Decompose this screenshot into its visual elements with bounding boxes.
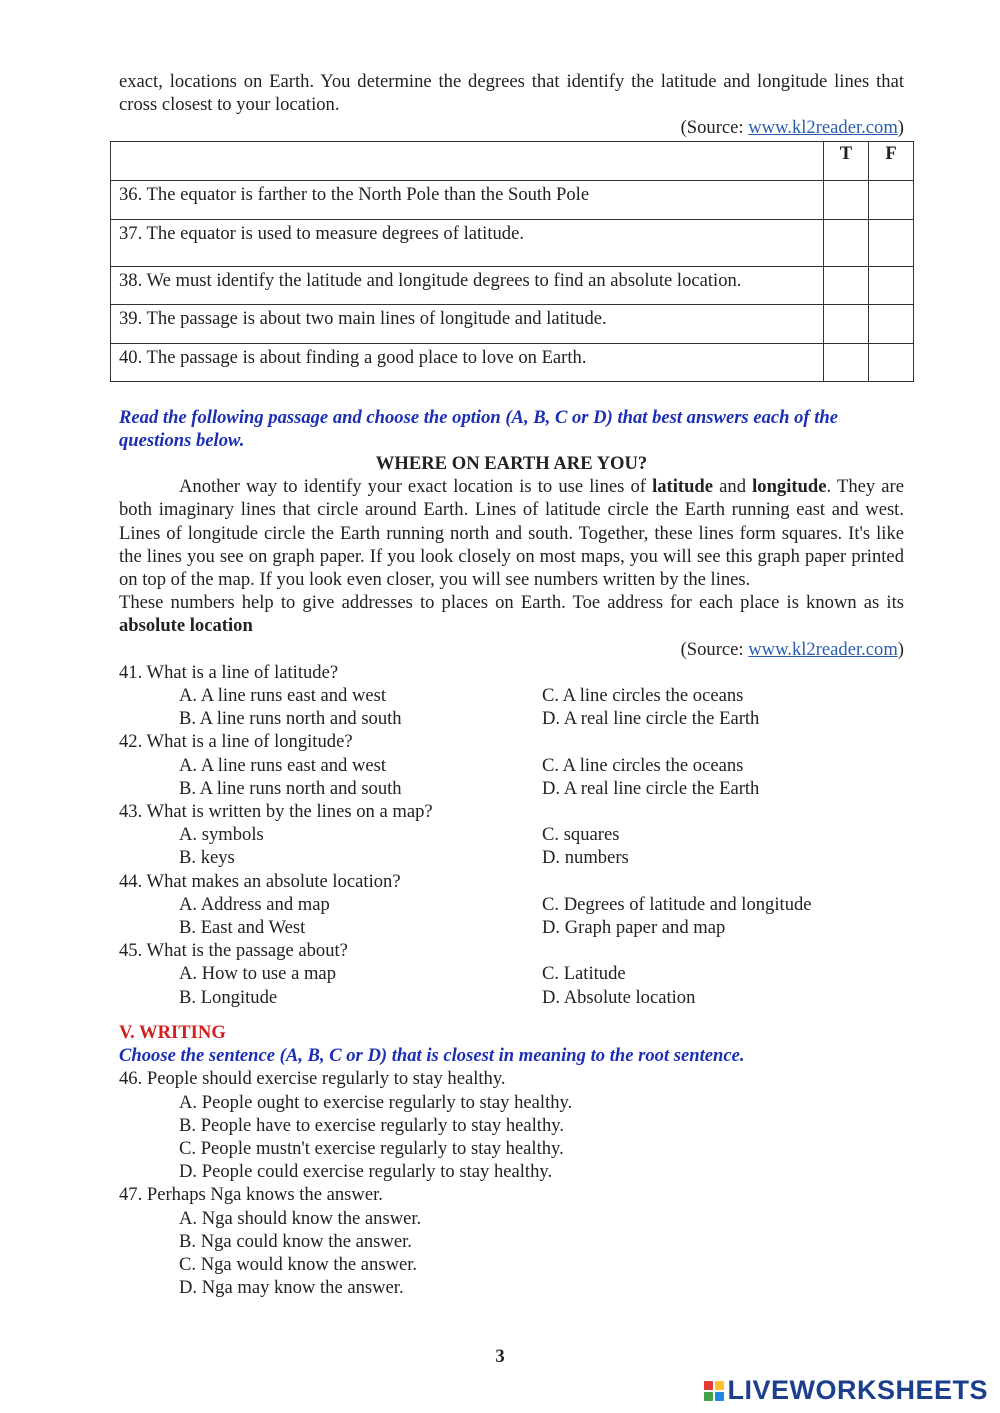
true-answer-cell[interactable] <box>824 304 869 343</box>
watermark-text: LIVEWORKSHEETS <box>727 1375 988 1405</box>
false-answer-cell[interactable] <box>869 180 914 219</box>
option-a[interactable]: A. A line runs east and west <box>179 754 387 776</box>
option-c[interactable]: C. A line circles the oceans <box>542 754 744 776</box>
true-false-table <box>110 141 914 382</box>
option-b[interactable]: B. keys <box>179 847 235 869</box>
question-42 <box>119 730 904 800</box>
statement-cell: 36. The equator is farther to the North Pole than the South Pole <box>111 180 824 219</box>
false-answer-cell[interactable] <box>869 304 914 343</box>
option-c[interactable]: C. Degrees of latitude and longitude <box>542 893 812 915</box>
passage-source: (Source: www.kl2reader.com) <box>680 638 904 660</box>
reading-instruction: Read the following passage and choose the option (A, B, C or D) that best answers each of the questions below. <box>119 406 839 451</box>
option-a[interactable]: A. Address and map <box>179 893 330 915</box>
false-answer-cell[interactable] <box>869 266 914 304</box>
writing-heading: V. WRITING <box>119 1021 226 1043</box>
false-answer-cell[interactable] <box>869 219 914 266</box>
option-a[interactable]: A. Nga should know the answer. <box>179 1207 422 1229</box>
option-d[interactable]: D. A real line circle the Earth <box>542 777 760 799</box>
statement-cell: 37. The equator is used to measure degrees of latitude. <box>111 219 824 266</box>
option-d[interactable]: D. Nga may know the answer. <box>179 1277 404 1299</box>
option-d[interactable]: D. numbers <box>542 847 629 869</box>
question-text: 43. What is written by the lines on a map? <box>119 801 433 823</box>
option-c[interactable]: C. People mustn't exercise regularly to stay healthy. <box>179 1137 564 1159</box>
question-46 <box>119 1067 904 1183</box>
intro-text: exact, locations on Earth. You determine the degrees that identify the latitude and longitude lines that cross closest to your location. <box>119 71 904 116</box>
true-answer-cell[interactable] <box>824 219 869 266</box>
passage-paragraph-2: These numbers help to give addresses to places on Earth. Toe address for each place is known as its absolute location <box>119 592 904 637</box>
logo-square-green <box>704 1392 713 1401</box>
false-header: F <box>869 141 914 180</box>
true-header: T <box>824 141 869 180</box>
intro-source-link[interactable]: www.kl2reader.com <box>748 117 898 139</box>
option-c[interactable]: C. Nga would know the answer. <box>179 1253 418 1275</box>
option-d[interactable]: D. People could exercise regularly to stay healthy. <box>179 1161 553 1183</box>
liveworksheets-logo-icon <box>704 1381 724 1401</box>
true-answer-cell[interactable] <box>824 180 869 219</box>
true-answer-cell[interactable] <box>824 266 869 304</box>
writing-instruction: Choose the sentence (A, B, C or D) that is closest in meaning to the root sentence. <box>119 1045 745 1067</box>
option-a[interactable]: A. How to use a map <box>179 963 336 985</box>
option-a[interactable]: A. A line runs east and west <box>179 685 387 707</box>
option-b[interactable]: B. People have to exercise regularly to stay healthy. <box>179 1114 565 1136</box>
option-c[interactable]: C. squares <box>542 824 620 846</box>
question-text: 46. People should exercise regularly to stay healthy. <box>119 1068 506 1090</box>
table-row <box>111 304 914 343</box>
intro-source: (Source: www.kl2reader.com) <box>680 117 904 139</box>
option-d[interactable]: D. A real line circle the Earth <box>542 708 760 730</box>
question-44 <box>119 870 904 940</box>
logo-square-blue <box>715 1392 724 1401</box>
question-text: 42. What is a line of longitude? <box>119 731 353 753</box>
true-answer-cell[interactable] <box>824 343 869 381</box>
passage-paragraph-1: Another way to identify your exact location is to use lines of latitude and longitude. They are both imaginary lines that circle around Earth. Lines of latitude circle the Earth running east and west. Lines of longitude circle the Earth running north and south. Together, these lines form squares. It's like the lines you see on graph paper. If you look closely on most maps, you will see this graph paper printed on top of the map. If you look even closer, you will see numbers written by the lines. <box>119 476 904 591</box>
option-b[interactable]: B. A line runs north and south <box>179 708 402 730</box>
option-b[interactable]: B. East and West <box>179 917 306 939</box>
table-row <box>111 343 914 381</box>
table-row <box>111 219 914 266</box>
table-header-row <box>111 141 914 180</box>
statement-cell: 38. We must identify the latitude and longitude degrees to find an absolute location. <box>111 266 824 304</box>
passage-title: WHERE ON EARTH ARE YOU? <box>375 453 648 475</box>
question-text: 44. What makes an absolute location? <box>119 870 401 892</box>
passage-source-link[interactable]: www.kl2reader.com <box>748 638 898 660</box>
false-answer-cell[interactable] <box>869 343 914 381</box>
option-d[interactable]: D. Graph paper and map <box>542 917 726 939</box>
statement-cell: 39. The passage is about two main lines of longitude and latitude. <box>111 304 824 343</box>
question-43 <box>119 800 904 870</box>
option-c[interactable]: C. A line circles the oceans <box>542 685 744 707</box>
logo-square-red <box>704 1381 713 1390</box>
option-b[interactable]: B. A line runs north and south <box>179 777 402 799</box>
option-d[interactable]: D. Absolute location <box>542 986 696 1008</box>
logo-square-yellow <box>715 1381 724 1390</box>
option-b[interactable]: B. Longitude <box>179 986 278 1008</box>
option-a[interactable]: A. symbols <box>179 824 264 846</box>
question-47 <box>119 1183 904 1299</box>
table-row <box>111 266 914 304</box>
option-a[interactable]: A. People ought to exercise regularly to stay healthy. <box>179 1091 573 1113</box>
statement-cell: 40. The passage is about finding a good place to love on Earth. <box>111 343 824 381</box>
option-c[interactable]: C. Latitude <box>542 963 626 985</box>
statement-header-cell <box>111 141 824 180</box>
option-b[interactable]: B. Nga could know the answer. <box>179 1230 412 1252</box>
question-text: 47. Perhaps Nga knows the answer. <box>119 1184 383 1206</box>
table-row <box>111 180 914 219</box>
liveworksheets-watermark <box>704 1375 988 1405</box>
question-41 <box>119 661 904 731</box>
question-45 <box>119 939 904 1009</box>
question-text: 41. What is a line of latitude? <box>119 661 339 683</box>
worksheet-page <box>119 70 904 1299</box>
question-text: 45. What is the passage about? <box>119 940 348 962</box>
page-number: 3 <box>495 1346 505 1367</box>
